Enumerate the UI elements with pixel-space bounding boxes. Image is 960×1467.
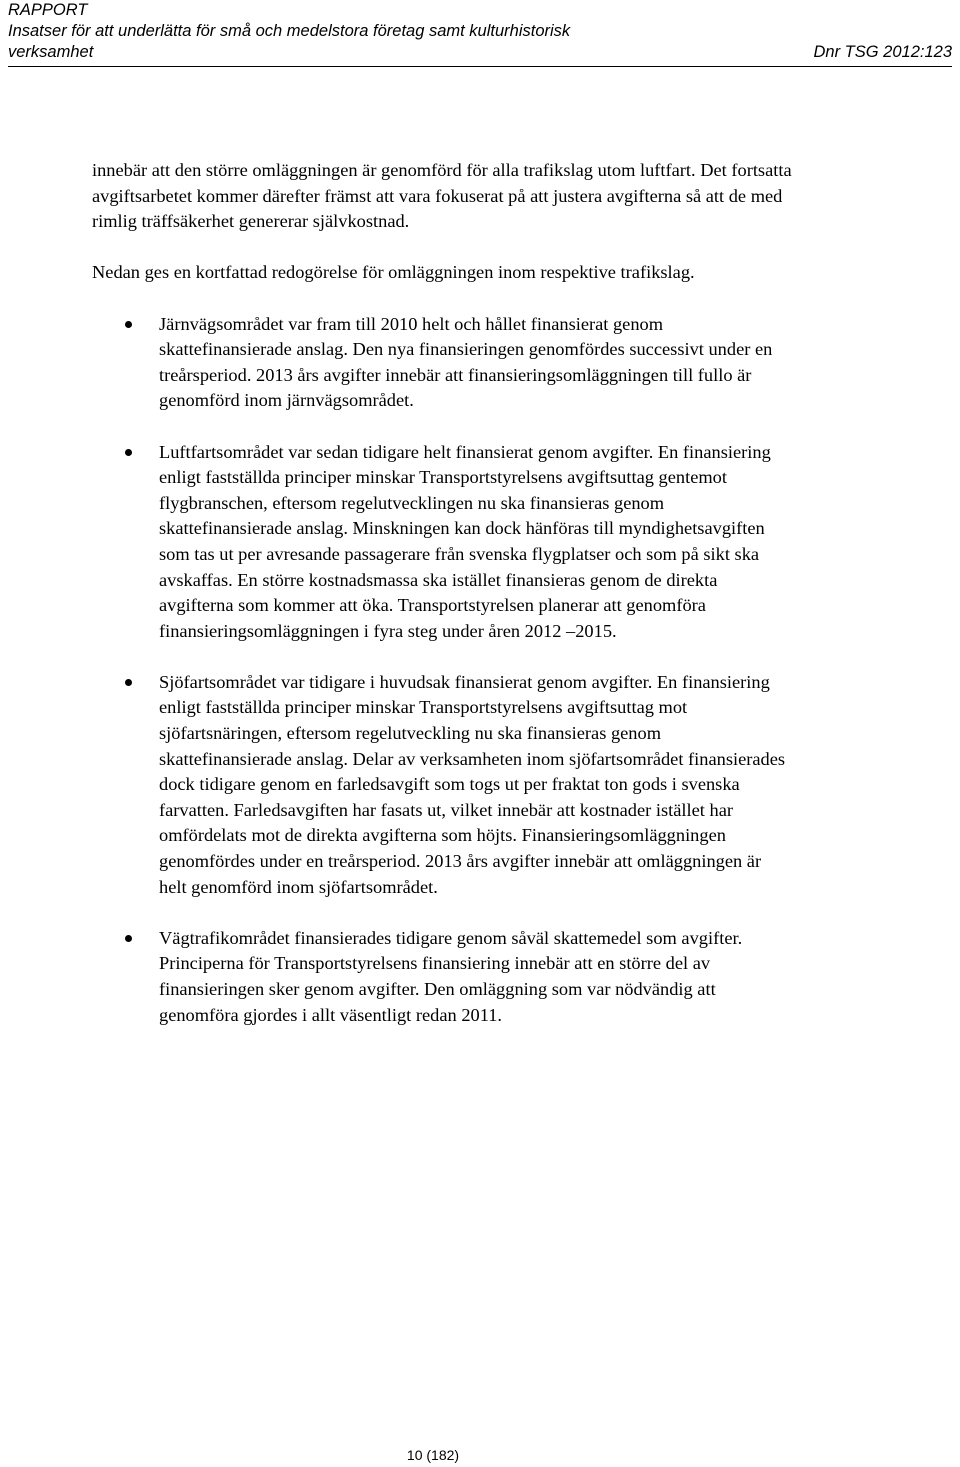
report-title-line1: Insatser för att underlätta för små och medelstora företag samt kulturhistorisk <box>8 22 571 40</box>
list-item-road <box>92 926 792 1028</box>
list-item-text: Luftfartsområdet var sedan tidigare helt finansierat genom avgifter. En finansiering enligt fastställda principer minskar Transportstyrelsens avgiftsuttag gentemot flygbranschen, eftersom regelutvecklingen nu ska finansieras genom skattefinansierade anslag. Minskningen kan dock hänföras till myndighetsavgiften som tas ut per avresande passagerare från svenska flygplatser och som på sikt ska avskaffas. En större kostnadsmassa ska istället finansieras genom de direkta avgifterna som kommer att öka. Transportstyrelsen planerar att genomföra finansieringsomläggningen i fyra steg under åren 2012 –2015. <box>159 441 771 641</box>
document-body <box>92 158 792 1054</box>
page-number: 10 (182) <box>406 1447 460 1463</box>
list-item-text: Vägtrafikområdet finansierades tidigare genom såväl skattemedel som avgifter. Principerna för Transportstyrelsens finansiering innebär att en större del av finansieringen sker genom avgifter. Den omläggning som var nödvändig att genomföra gjordes i allt väsentligt redan 2011. <box>159 927 743 1025</box>
header-divider <box>8 66 952 67</box>
report-title-line2: verksamhet <box>8 43 94 61</box>
list-item-maritime <box>92 670 792 900</box>
summary-paragraph: Nedan ges en kortfattad redogörelse för omläggningen inom respektive trafikslag. <box>92 262 695 283</box>
bullet-icon <box>125 679 132 686</box>
bullet-icon <box>125 935 132 942</box>
bullet-icon <box>125 321 132 328</box>
list-item-railway <box>92 312 792 414</box>
list-item-text: Järnvägsområdet var fram till 2010 helt och hållet finansierat genom skattefinansierade anslag. Den nya finansieringen genomfördes successivt under en treårsperiod. 2013 års avgifter innebär att finansieringsomläggningen till fullo är genomförd inom järnvägsområdet. <box>159 313 773 411</box>
document-number: Dnr TSG 2012:123 <box>813 43 952 61</box>
report-label: RAPPORT <box>8 1 88 19</box>
transport-mode-list <box>92 312 792 1029</box>
page-header <box>8 0 952 63</box>
list-item-aviation <box>92 440 792 645</box>
intro-paragraph: innebär att den större omläggningen är genomförd för alla trafikslag utom luftfart. Det fortsatta avgiftsarbetet kommer därefter främst att vara fokuserat på att justera avgifterna så att de med rimlig träffsäkerhet genererar självkostnad. <box>92 160 792 232</box>
bullet-icon <box>125 449 132 456</box>
list-item-text: Sjöfartsområdet var tidigare i huvudsak finansierat genom avgifter. En finansiering enligt fastställda principer minskar Transportstyrelsens avgiftsuttag mot sjöfartsnäringen, eftersom regelutveckling nu ska finansieras genom skattefinansierade anslag. Delar av verksamheten inom sjöfartsområdet finansierades dock tidigare genom en farledsavgift som togs ut per fraktat ton gods i svenska farvatten. Farledsavgiften har fasats ut, vilket innebär att kostnader istället har omfördelats mot de direkta avgifterna som höjts. Finansieringsomläggningen genomfördes under en treårsperiod. 2013 års avgifter innebär att omläggningen är helt genomförd inom sjöfartsområdet. <box>159 671 786 897</box>
header-bottom-row <box>8 42 952 63</box>
